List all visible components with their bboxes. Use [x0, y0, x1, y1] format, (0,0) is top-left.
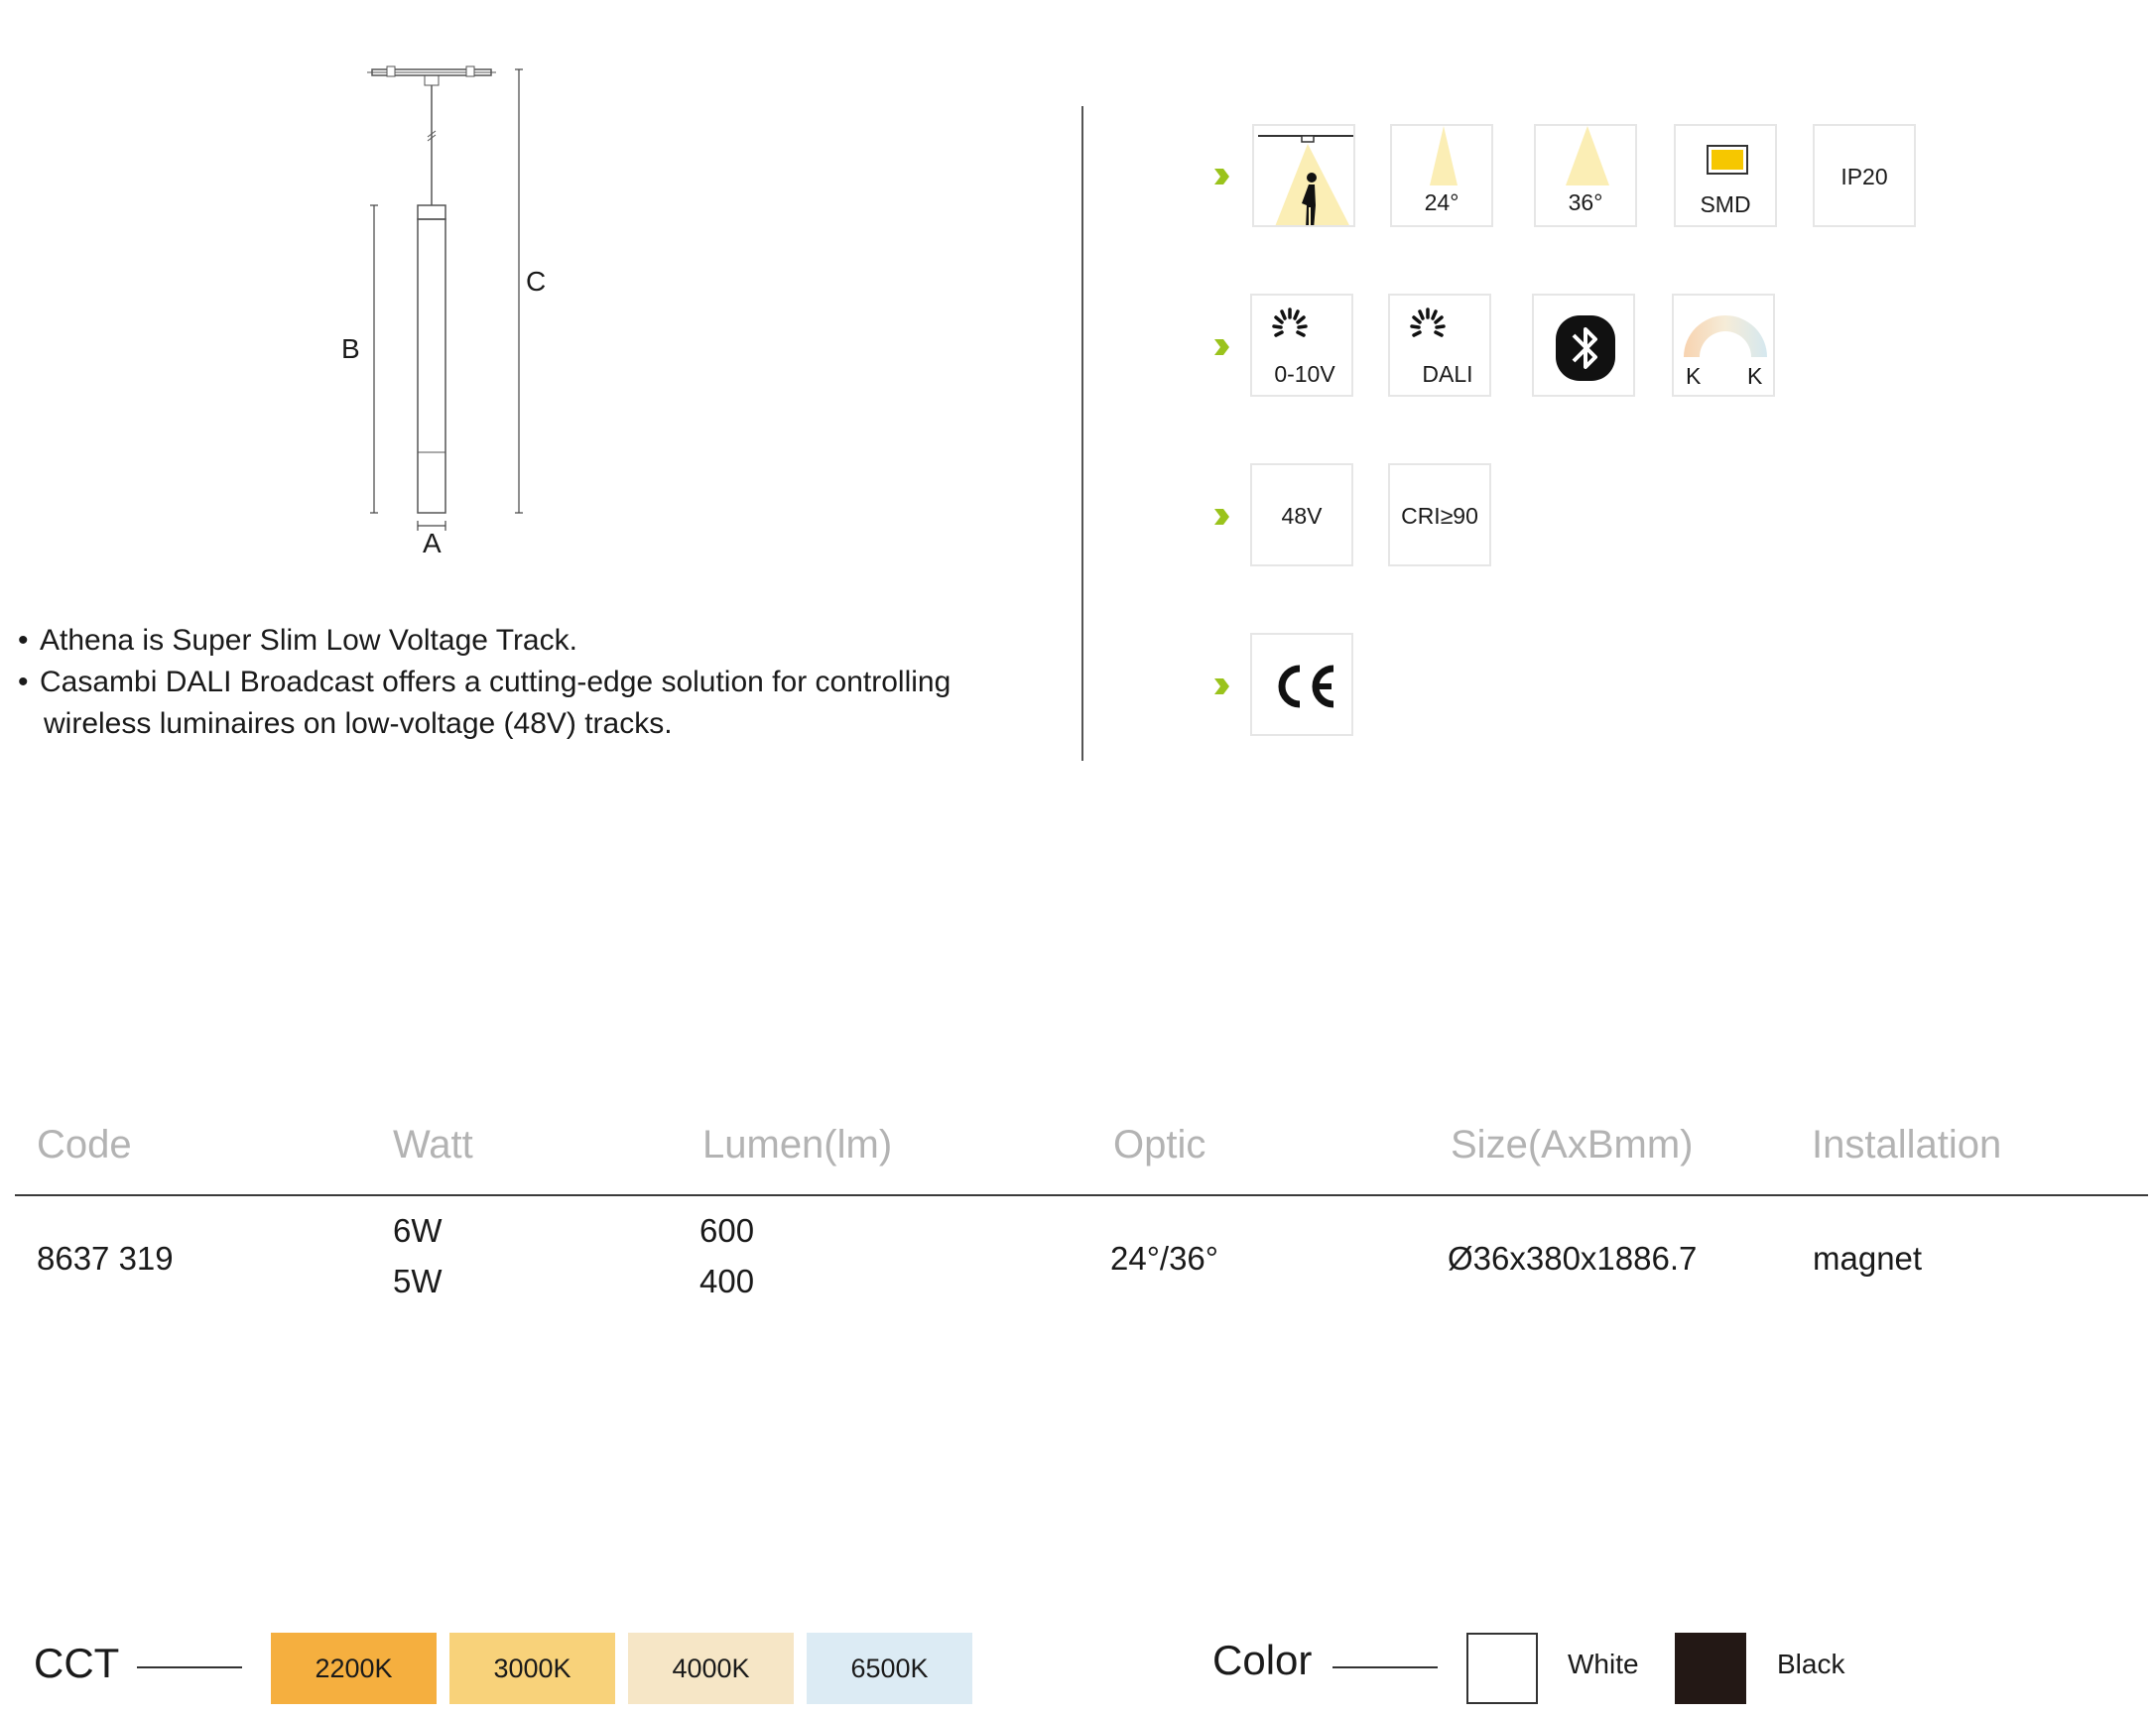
- ce-mark-icon: [1250, 633, 1353, 736]
- header-lumen: Lumen(lm): [702, 1123, 893, 1166]
- vertical-divider: [1081, 106, 1083, 761]
- dimension-b-label: B: [341, 333, 360, 364]
- dimming-0-10v-icon: [1250, 294, 1353, 397]
- cct-cool-k-label: K: [1747, 363, 1763, 389]
- cct-swatch-label: 3000K: [493, 1653, 571, 1683]
- beam-angle-24-icon: [1390, 124, 1493, 227]
- beam-angle-36-icon: [1534, 124, 1637, 227]
- beam-angle-36-label: 36°: [1568, 189, 1603, 215]
- cell-watt-1: 6W: [393, 1212, 443, 1249]
- cell-code: 8637 319: [37, 1240, 174, 1277]
- bullet-continuation: [18, 703, 1070, 745]
- header-installation: Installation: [1812, 1123, 2002, 1166]
- cct-swatch-label: 2200K: [315, 1653, 393, 1683]
- cct-swatch-label: 4000K: [672, 1653, 750, 1683]
- chevron-right-icon: [1212, 167, 1230, 186]
- chevron-right-icon: [1212, 337, 1230, 357]
- cct-leader-line: [137, 1666, 242, 1668]
- header-optic: Optic: [1113, 1123, 1206, 1166]
- dimension-a-label: A: [423, 528, 442, 558]
- cri-icon: [1388, 463, 1491, 566]
- tunable-white-cct-icon: [1672, 294, 1775, 397]
- ip-rating-label: IP20: [1840, 164, 1888, 189]
- header-watt: Watt: [393, 1123, 473, 1166]
- color-label: Color: [1212, 1637, 1313, 1683]
- bullet-dot: •: [18, 666, 29, 698]
- cell-size: Ø36x380x1886.7: [1448, 1240, 1698, 1277]
- color-name-white: White: [1568, 1649, 1639, 1679]
- bullet-text: Athena is Super Slim Low Voltage Track.: [40, 624, 577, 657]
- table-divider: [15, 1194, 2148, 1196]
- color-name-black: Black: [1777, 1649, 1845, 1679]
- bullet-text: wireless luminaires on low-voltage (48V) tracks.: [44, 707, 673, 740]
- color-leader-line: [1332, 1666, 1438, 1668]
- cct-swatch-2200k: [271, 1633, 437, 1704]
- pendant-outline-drawing: [327, 60, 566, 565]
- track-mounting-icon: [1252, 124, 1355, 227]
- voltage-icon: [1250, 463, 1353, 566]
- chevron-right-icon: [1212, 507, 1230, 527]
- dimming-0-10v-label: 0-10V: [1274, 361, 1335, 387]
- smd-label: SMD: [1700, 191, 1751, 217]
- bullet-item: [18, 662, 1070, 703]
- cell-watt-2: 5W: [393, 1263, 443, 1299]
- cct-warm-k-label: K: [1686, 363, 1702, 389]
- smd-chip-icon: [1674, 124, 1777, 227]
- cct-swatch-4000k: [628, 1633, 794, 1704]
- beam-angle-24-label: 24°: [1424, 189, 1459, 215]
- ip-rating-icon: [1813, 124, 1916, 227]
- bullet-text: Casambi DALI Broadcast offers a cutting-edge solution for controlling: [40, 666, 951, 698]
- color-swatch-white: [1466, 1633, 1538, 1704]
- header-code: Code: [37, 1123, 132, 1166]
- header-size: Size(AxBmm): [1451, 1123, 1694, 1166]
- dali-label: DALI: [1422, 361, 1473, 387]
- cct-swatch-label: 6500K: [850, 1653, 929, 1683]
- cri-label: CRI≥90: [1401, 503, 1478, 529]
- dali-dimming-icon: [1388, 294, 1491, 397]
- cct-label: CCT: [34, 1640, 120, 1686]
- cell-installation: magnet: [1813, 1240, 1923, 1277]
- cct-swatch-6500k: [807, 1633, 972, 1704]
- cct-swatch-3000k: [449, 1633, 615, 1704]
- cell-lumen-2: 400: [699, 1263, 755, 1299]
- bluetooth-icon: [1532, 294, 1635, 397]
- dimension-drawing: [327, 60, 566, 565]
- feature-bullet-list: [18, 620, 1070, 745]
- color-swatch-black: [1675, 1633, 1746, 1704]
- cell-optic: 24°/36°: [1110, 1240, 1218, 1277]
- cell-lumen-1: 600: [699, 1212, 755, 1249]
- chevron-right-icon: [1212, 676, 1230, 696]
- voltage-label: 48V: [1281, 503, 1323, 529]
- bullet-item: [18, 620, 1070, 662]
- dimension-c-label: C: [526, 266, 547, 297]
- bullet-dot: •: [18, 624, 29, 657]
